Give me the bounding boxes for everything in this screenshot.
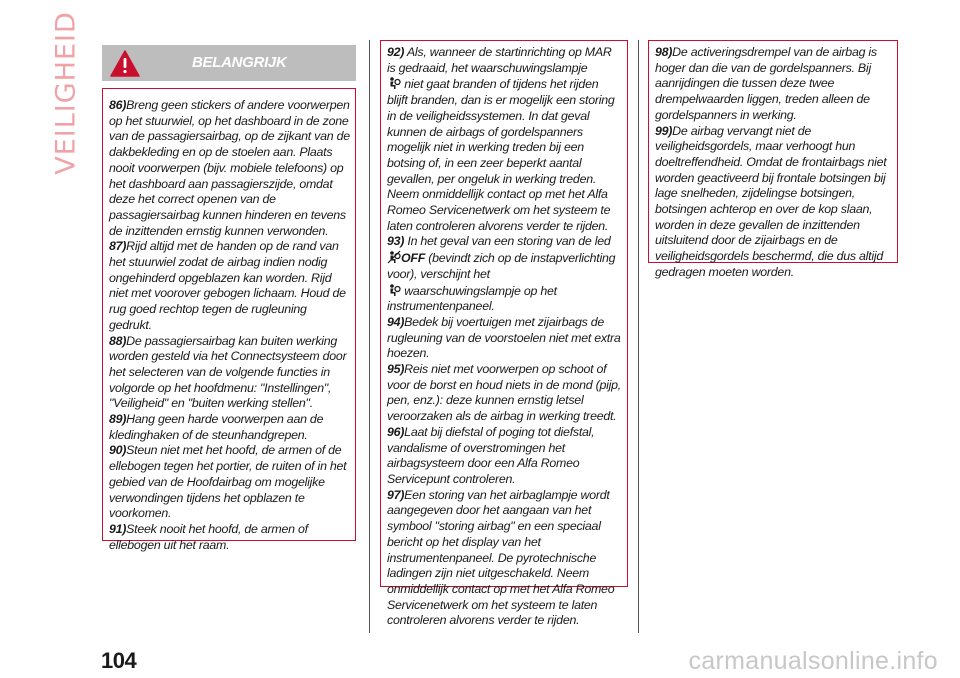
col3-text	[655, 45, 892, 281]
note-88: 88)De passagiersairbag kan buiten werking worden gesteld via het Connectsysteem door het selecteren van de volgende functies in volgorde op het hoofdmenu: "Instellingen", "Veiligheid" en "buiten werking stellen".	[109, 333, 347, 411]
note-91: 91)Steek nooit het hoofd, de armen of ellebogen uit het raam.	[109, 521, 308, 552]
note-97: 97)Een storing van het airbaglampje wordt aangegeven door het aangaan van het symbool "storing airbag" en een speciaal bericht op het display van het instrumentenpaneel. De pyrotechnische ladingen zijn niet uitgeschakeld. Neem onmiddellijk contact op met het Alfa Romeo Servicenetwerk om het systeem te laten controleren alvorens verder te rijden.	[387, 487, 615, 628]
note-90: 90)Steun niet met het hoofd, de armen of de ellebogen tegen het portier, de ruiten of in het gebied van de Hoofdairbag om mogelijke verwondingen tijdens het opblazen te voorkomen.	[109, 443, 347, 521]
passenger-airbag-off-icon	[387, 250, 401, 264]
col1-text	[109, 98, 350, 553]
airbag-warning-icon	[387, 76, 401, 90]
warning-box-col3	[648, 40, 898, 279]
note-98: 98)De activeringsdrempel van de airbag is hoger dan die van de gordelspanners. Bij aanrijdingen die tussen deze twee drempelwaarden liggen, treden alleen de gordelspanners in werking.	[655, 45, 877, 122]
warning-triangle-icon	[110, 50, 140, 77]
airbag-warning-icon	[387, 283, 401, 297]
note-96: 96)Laat bij diefstal of poging tot diefstal, vandalisme of overstromingen het airbagsysteem door een Alfa Romeo Servicepunt controleren.	[387, 424, 595, 486]
note-86: 86)Breng geen stickers of andere voorwerpen op het stuurwiel, op het dashboard in de zone van de passagiersairbag, op de zijkant van de dakbekleding en op de stoelen aan. Plaats nooit voorwerpen (bijv. mobiele telefoons) op het dashboard aan passagierszijde, omdat deze het correct openen van de passagiersairbag kunnen hinderen en tevens de inzittenden ernstig kunnen verwonden.	[109, 98, 350, 238]
watermark: carmanualsonline.info	[688, 647, 938, 675]
warning-box-col2	[380, 40, 628, 628]
note-89: 89)Hang geen harde voorwerpen aan de kledinghaken of de steunhandgrepen.	[109, 412, 324, 442]
section-tab-label: VEILIGHEID	[50, 10, 82, 175]
note-93: 93) In het geval van een storing van de led OFF (bevindt zich op de instapverlichting voor), verschijnt het waarschuwingslampje op het instrumentenpaneel.	[387, 234, 616, 314]
col2-text	[387, 315, 622, 629]
warning-box-col1	[102, 88, 356, 552]
note-87: 87)Rijd altijd met de handen op de rand van het stuurwiel zodat de airbag indien nodig ongehinderd opgeblazen kan worden. Rijd niet met voorover gebogen lichaam. Houd de rug goed rechtop tegen de rugleuning gedrukt.	[109, 239, 346, 332]
warning-header	[102, 45, 356, 81]
column-divider-1	[369, 40, 370, 633]
section-tab	[50, 10, 82, 175]
page-number: 104	[101, 648, 137, 673]
note-99: 99)De airbag vervangt niet de veiligheidsgordels, maar verhoogt hun doeltreffendheid. Omdat de frontairbags niet worden geactiveerd bij frontale botsingen bij lage snelheden, zijdelingse botsingen, botsingen achterop en over de kop slaan, worden in deze gevallen de inzittenden uitsluitend door de zijairbags en de veiligheidsgordels beschermd, die dus altijd gedragen moeten worden.	[655, 123, 887, 279]
column-divider-2	[638, 40, 639, 633]
note-92: 92) Als, wanneer de startinrichting op MAR is gedraaid, het waarschuwingslampje niet gaat branden of tijdens het rijden blijft branden, dan is er mogelijk een storing in de veiligheidssystemen. In dat geval kunnen de airbags of gordelspanners mogelijk niet in werking treden bij een botsing of, in een zeer beperkt aantal gevallen, per ongeluk in werking treden. Neem onmiddellijk contact op met het Alfa Romeo Servicenetwerk om het systeem te laten controleren alvorens verder te rijden.	[387, 45, 615, 233]
note-95: 95)Reis niet met voorwerpen op schoot of voor de borst en houd niets in de mond (pijp, pen, enz.): deze kunnen ernstig letsel veroorzaken als de airbag in werking treedt.	[387, 362, 621, 424]
warning-title: BELANGRIJK	[192, 54, 287, 71]
note-94: 94)Bedek bij voertuigen met zijairbags de rugleuning van de voorstoelen niet met extra hoezen.	[387, 314, 621, 361]
